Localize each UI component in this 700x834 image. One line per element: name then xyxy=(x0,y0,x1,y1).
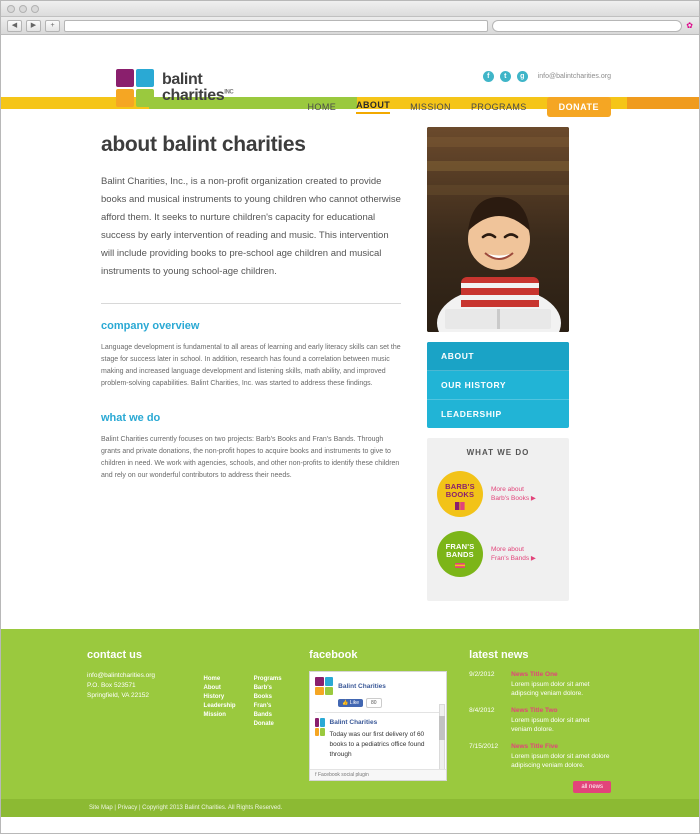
window-close-button[interactable] xyxy=(7,5,15,13)
facebook-scrollbar[interactable] xyxy=(439,704,445,776)
news-date: 7/15/2012 xyxy=(469,743,499,750)
sidebar-nav xyxy=(427,342,569,428)
facebook-page-avatar xyxy=(315,677,333,695)
footer-link-frans-bands[interactable]: Fran's Bands xyxy=(253,703,272,718)
hero-photo xyxy=(427,127,569,332)
intro-paragraph: Balint Charities, Inc., is a non-profit organization created to provide books and musical instruments to young children who cannot otherwise afford them. It seeks to nurture children's capacity for educational success by early intervention of reading and music. This intervention will include providing books to pre-school age children and musical instruments to young school-age children. xyxy=(101,176,401,277)
facebook-post-text: Today was our first delivery of 60 books to a pediatrics office found through xyxy=(329,731,425,758)
barbs-books-link[interactable] xyxy=(491,485,536,503)
news-item[interactable] xyxy=(469,743,611,770)
header-utility xyxy=(483,71,611,82)
news-item[interactable] xyxy=(469,707,611,734)
new-tab-button[interactable]: + xyxy=(45,20,60,32)
link-line-1: More about xyxy=(491,546,524,553)
twitter-icon[interactable]: t xyxy=(500,71,511,82)
footer-link-home[interactable]: Home xyxy=(203,676,221,682)
footer-facebook xyxy=(309,649,447,793)
logo-line-2: charities$^{INC}$ xyxy=(162,87,234,104)
facebook-page-name[interactable]: Balint Charities xyxy=(338,682,386,690)
privacy-link[interactable]: Privacy xyxy=(117,805,138,811)
sub-footer xyxy=(1,799,699,817)
badge-line-1: FRAN'S xyxy=(445,542,475,551)
footer-contact-po-box: P.O. Box 523571 xyxy=(87,682,136,689)
badge-line-2: BOOKS xyxy=(445,490,475,499)
google-plus-icon[interactable]: g xyxy=(517,71,528,82)
sidebar-item-our-history[interactable]: OUR HISTORY xyxy=(427,371,569,400)
donate-button[interactable]: DONATE xyxy=(547,97,611,117)
browser-toolbar xyxy=(1,17,699,35)
instrument-icon xyxy=(455,562,465,570)
article-column xyxy=(101,127,401,629)
what-we-do-panel xyxy=(427,438,569,601)
site-header xyxy=(1,35,699,112)
boy-reading-photo-illustration xyxy=(427,127,569,332)
footer-link-mission[interactable]: Mission xyxy=(203,712,226,718)
site-footer xyxy=(1,629,699,799)
search-input[interactable] xyxy=(492,20,682,32)
news-title[interactable]: News Title Two xyxy=(511,707,558,714)
logo-line-1: balint xyxy=(162,71,203,88)
section-body-what-we-do: Balint Charities currently focuses on two projects: Barb's Books and Fran's Bands. Through grants and private donations, the non-profit hopes to acquire books and instruments to give to children in need. We work with agencies, schools, and other non-profits to identify these children and rely on our wonderful contributors to address their needs. xyxy=(101,436,400,479)
news-date: 8/4/2012 xyxy=(469,707,495,714)
footer-contact xyxy=(87,649,182,793)
window-minimize-button[interactable] xyxy=(19,5,27,13)
footer-facebook-title: facebook xyxy=(309,649,358,661)
main-nav xyxy=(308,97,611,117)
news-description: Lorem ipsum dolor sit amet dolore adipiscing veniam dolore. xyxy=(511,753,610,769)
logo-text xyxy=(162,72,233,104)
footer-link-about[interactable]: About xyxy=(203,685,221,691)
address-bar[interactable] xyxy=(64,20,488,32)
badge-line-2: BANDS xyxy=(446,550,474,559)
window-maximize-button[interactable] xyxy=(31,5,39,13)
footer-link-donate[interactable]: Donate xyxy=(253,721,274,727)
footer-news-title: latest news xyxy=(469,649,529,661)
news-title[interactable]: News Title Five xyxy=(511,743,559,750)
page-viewport xyxy=(1,35,699,833)
section-heading-company-overview: company overview xyxy=(101,320,200,332)
facebook-post-author[interactable]: Balint Charities xyxy=(329,719,378,726)
nav-item-home[interactable]: HOME xyxy=(307,102,337,112)
facebook-f-icon: f xyxy=(315,772,317,778)
footer-link-column-1 xyxy=(204,675,236,793)
footer-contact-city: Springfield, VA 22152 xyxy=(87,692,150,699)
news-item[interactable] xyxy=(469,671,611,698)
all-news-button[interactable]: all news xyxy=(573,781,611,793)
site-logo[interactable] xyxy=(116,69,233,107)
nav-item-about[interactable]: ABOUT xyxy=(356,100,390,114)
section-heading-what-we-do: what we do xyxy=(101,412,161,424)
footer-links xyxy=(204,649,288,793)
facebook-scrollbar-thumb[interactable] xyxy=(439,716,445,740)
news-description: Lorem ipsum dolor sit amet veniam dolore. xyxy=(511,717,590,733)
footer-link-leadership[interactable]: Leadership xyxy=(203,703,236,709)
main-content xyxy=(1,109,699,629)
section-body-company-overview: Language development is fundamental to all areas of learning and early literacy skills can set the stage for success later in school. In addition, research has found a correlation between music making and increased language development and listening skills, math ability, and improved problem-solving capabilities. Balint Charities, Inc. was started to address these findings. xyxy=(101,344,401,387)
news-date: 9/2/2012 xyxy=(469,671,495,678)
divider xyxy=(101,303,401,304)
logo-suffix: INC xyxy=(224,89,234,96)
footer-link-barbs-books[interactable]: Barb's Books xyxy=(253,685,272,700)
news-title[interactable]: News Title One xyxy=(511,671,558,678)
separator-1: | xyxy=(114,805,116,811)
book-icon xyxy=(455,502,465,510)
facebook-like-count: 80 xyxy=(366,698,382,708)
facebook-like-button[interactable]: 👍 Like xyxy=(338,699,363,707)
link-line-2: Barb's Books xyxy=(491,495,530,502)
chevron-right-icon: ▶ xyxy=(530,555,536,562)
sidebar-item-about[interactable]: ABOUT xyxy=(427,342,569,371)
bookmark-icon[interactable]: ✿ xyxy=(686,21,693,30)
facebook-post-avatar xyxy=(315,718,324,736)
back-button[interactable]: ◀ xyxy=(7,20,22,32)
footer-link-history[interactable]: History xyxy=(203,694,225,700)
separator-2: | xyxy=(138,805,141,811)
footer-link-programs[interactable]: Programs xyxy=(253,676,282,682)
barbs-books-badge-icon xyxy=(437,471,483,517)
sidebar-column xyxy=(427,127,569,629)
chevron-right-icon: ▶ xyxy=(530,495,536,502)
nav-item-mission[interactable]: MISSION xyxy=(410,102,451,112)
frans-bands-link[interactable] xyxy=(491,545,536,563)
link-line-1: More about xyxy=(491,486,524,493)
link-line-2: Fran's Bands xyxy=(491,555,530,562)
facebook-widget[interactable] xyxy=(309,671,447,781)
badge-line-1: BARB'S xyxy=(445,482,475,491)
footer-news xyxy=(469,649,611,793)
what-we-do-item-frans-bands[interactable] xyxy=(427,527,569,587)
sidebar-item-leadership[interactable]: LEADERSHIP xyxy=(441,409,502,419)
facebook-icon[interactable]: f xyxy=(483,71,494,82)
nav-item-programs[interactable]: PROGRAMS xyxy=(470,102,527,112)
copyright-text: Copyright 2013 Balint Charities. All Rights Reserved. xyxy=(142,805,283,811)
facebook-plugin-label: f Facebook social plugin xyxy=(310,769,446,780)
logo-mark-icon xyxy=(116,69,154,107)
footer-contact-title: contact us xyxy=(87,649,143,661)
facebook-post xyxy=(310,713,446,765)
footer-contact-email[interactable]: info@balintcharities.org xyxy=(87,672,156,679)
header-email[interactable]: info@balintcharities.org xyxy=(537,73,611,80)
footer-link-column-2 xyxy=(254,675,288,793)
forward-button[interactable]: ▶ xyxy=(26,20,41,32)
site-map-link[interactable]: Site Map xyxy=(89,805,113,811)
what-we-do-title: WHAT WE DO xyxy=(466,448,530,457)
news-description: Lorem ipsum dolor sit amet adipscing veniam dolore. xyxy=(511,681,590,697)
what-we-do-item-barbs-books[interactable] xyxy=(427,467,569,527)
frans-bands-badge-icon xyxy=(437,531,483,577)
page-title: about balint charities xyxy=(101,133,306,156)
browser-titlebar xyxy=(1,1,699,17)
